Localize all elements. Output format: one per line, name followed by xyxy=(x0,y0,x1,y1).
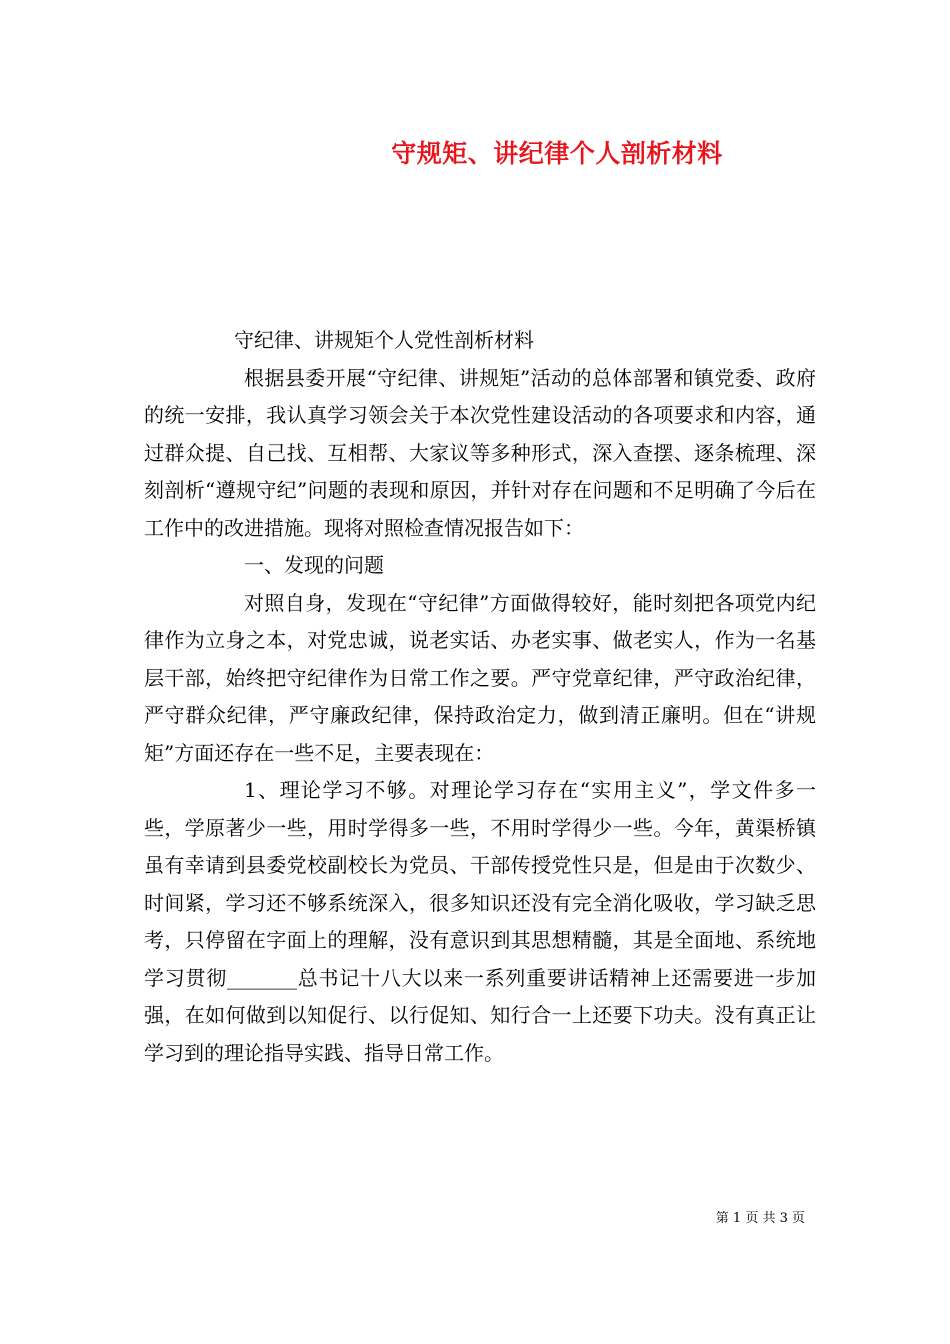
page-footer: 第 1 页 共 3 页 xyxy=(715,1211,805,1226)
document-title: 守规矩、讲纪律个人剖析材料 xyxy=(391,139,723,168)
findings-paragraph: 对照自身，发现在“守纪律”方面做得较好，能时刻把各项党内纪律作为立身之本，对党忠诚，说老实话、办老实事、做老实人，作为一名基层干部，始终把守纪律作为日常工作之要。严守党章纪律，严守政治纪律，严守群众纪律，严守廉政纪律，保持政治定力，做到清正廉明。但在“讲规矩”方面还存在一些不足，主要表现在： xyxy=(144,590,816,765)
theory-study-paragraph: 1、理论学习不够。对理论学习存在“实用主义”，学文件多一些，学原著少一些，用时学得多一些，不用时学得少一些。今年，黄渠桥镇虽有幸请到县委党校副校长为党员、干部传授党性只是，但是由于次数少、时间紧，学习还不够系统深入，很多知识还没有完全消化吸收，学习缺乏思考，只停留在字面上的理解，没有意识到其思想精髓，其是全面地、系统地学习贯彻_______总书记十八大以来一系列重要讲话精神上还需要进一步加强，在如何做到以知促行、以行促知、知行合一上还要下功夫。没有真正让学习到的理论指导实践、指导日常工作。 xyxy=(144,778,816,1065)
intro-paragraph: 根据县委开展“守纪律、讲规矩”活动的总体部署和镇党委、政府的统一安排，我认真学习领会关于本次党性建设活动的各项要求和内容，通过群众提、自己找、互相帮、大家议等多种形式，深入查摆、逐条梳理、深刻剖析“遵规守纪”问题的表现和原因，并针对存在问题和不足明确了今后在工作中的改进措施。现将对照检查情况报告如下： xyxy=(144,365,816,540)
document-subtitle: 守纪律、讲规矩个人党性剖析材料 xyxy=(234,328,534,352)
document-body xyxy=(144,322,816,1072)
section-heading: 一、发现的问题 xyxy=(244,553,384,577)
